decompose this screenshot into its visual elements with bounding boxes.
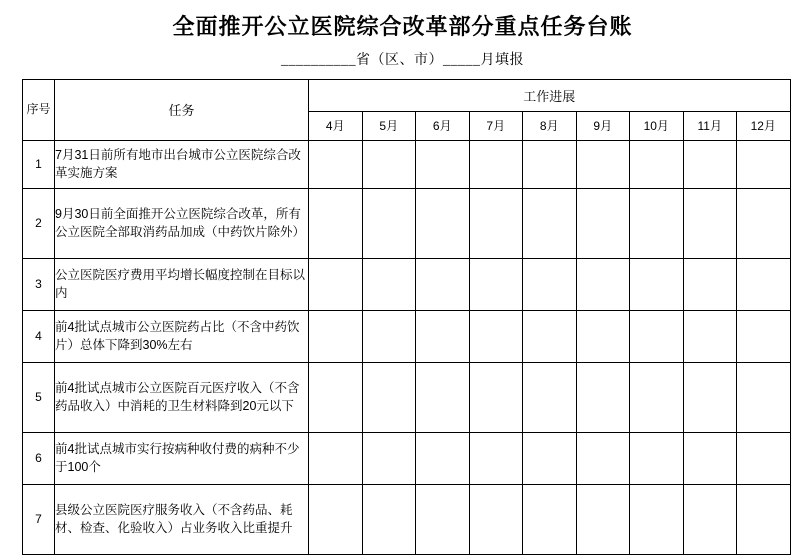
cell-month-8[interactable] [523, 432, 577, 484]
header-month-8: 8月 [523, 111, 577, 140]
cell-month-9[interactable] [576, 188, 630, 258]
cell-month-12[interactable] [737, 362, 791, 432]
cell-month-11[interactable] [683, 432, 737, 484]
table-body [23, 140, 791, 554]
header-task: 任务 [55, 79, 309, 140]
cell-month-4[interactable] [309, 140, 363, 188]
cell-month-4[interactable] [309, 484, 363, 554]
cell-month-9[interactable] [576, 258, 630, 310]
cell-month-10[interactable] [630, 140, 684, 188]
cell-month-11[interactable] [683, 140, 737, 188]
cell-month-12[interactable] [737, 140, 791, 188]
cell-month-10[interactable] [630, 484, 684, 554]
cell-month-5[interactable] [362, 432, 416, 484]
table-row [23, 432, 791, 484]
header-month-4: 4月 [309, 111, 363, 140]
table-row [23, 188, 791, 258]
cell-month-8[interactable] [523, 258, 577, 310]
cell-month-7[interactable] [469, 140, 523, 188]
header-month-7: 7月 [469, 111, 523, 140]
row-task: 前4批试点城市公立医院百元医疗收入（不含药品收入）中消耗的卫生材料降到20元以下 [55, 362, 309, 432]
cell-month-5[interactable] [362, 188, 416, 258]
cell-month-8[interactable] [523, 188, 577, 258]
cell-month-10[interactable] [630, 362, 684, 432]
table-header [23, 79, 791, 140]
document-page [0, 12, 805, 540]
row-no: 3 [23, 258, 55, 310]
cell-month-7[interactable] [469, 188, 523, 258]
row-no: 1 [23, 140, 55, 188]
cell-month-8[interactable] [523, 484, 577, 554]
cell-month-11[interactable] [683, 310, 737, 362]
cell-month-7[interactable] [469, 484, 523, 554]
cell-month-5[interactable] [362, 258, 416, 310]
page-title: 全面推开公立医院综合改革部分重点任务台账 [172, 14, 633, 39]
cell-month-10[interactable] [630, 432, 684, 484]
header-month-12: 12月 [737, 111, 791, 140]
row-task: 9月30日前全面推开公立医院综合改革，所有公立医院全部取消药品加成（中药饮片除外） [55, 188, 309, 258]
row-task: 县级公立医院医疗服务收入（不含药品、耗材、检查、化验收入）占业务收入比重提升 [55, 484, 309, 554]
cell-month-9[interactable] [576, 484, 630, 554]
page-subtitle: __________省（区、市）_____月填报 [281, 52, 524, 68]
cell-month-4[interactable] [309, 362, 363, 432]
cell-month-10[interactable] [630, 258, 684, 310]
header-progress: 工作进展 [309, 79, 791, 111]
header-month-11: 11月 [683, 111, 737, 140]
cell-month-8[interactable] [523, 140, 577, 188]
cell-month-7[interactable] [469, 258, 523, 310]
cell-month-12[interactable] [737, 188, 791, 258]
header-month-9: 9月 [576, 111, 630, 140]
cell-month-8[interactable] [523, 310, 577, 362]
cell-month-6[interactable] [416, 310, 470, 362]
header-no: 序号 [23, 79, 55, 140]
cell-month-6[interactable] [416, 432, 470, 484]
row-no: 6 [23, 432, 55, 484]
cell-month-6[interactable] [416, 484, 470, 554]
cell-month-6[interactable] [416, 362, 470, 432]
cell-month-7[interactable] [469, 432, 523, 484]
header-month-5: 5月 [362, 111, 416, 140]
cell-month-4[interactable] [309, 258, 363, 310]
row-no: 5 [23, 362, 55, 432]
cell-month-10[interactable] [630, 310, 684, 362]
table-row [23, 484, 791, 554]
row-task: 前4批试点城市实行按病种收付费的病种不少于100个 [55, 432, 309, 484]
cell-month-5[interactable] [362, 310, 416, 362]
table-row [23, 140, 791, 188]
cell-month-4[interactable] [309, 310, 363, 362]
cell-month-12[interactable] [737, 258, 791, 310]
cell-month-4[interactable] [309, 432, 363, 484]
cell-month-11[interactable] [683, 188, 737, 258]
row-no: 4 [23, 310, 55, 362]
cell-month-9[interactable] [576, 140, 630, 188]
header-month-6: 6月 [416, 111, 470, 140]
cell-month-7[interactable] [469, 310, 523, 362]
task-ledger-table [22, 79, 791, 555]
cell-month-5[interactable] [362, 140, 416, 188]
cell-month-9[interactable] [576, 362, 630, 432]
cell-month-11[interactable] [683, 484, 737, 554]
cell-month-8[interactable] [523, 362, 577, 432]
header-month-10: 10月 [630, 111, 684, 140]
cell-month-7[interactable] [469, 362, 523, 432]
cell-month-11[interactable] [683, 362, 737, 432]
row-task: 公立医院医疗费用平均增长幅度控制在目标以内 [55, 258, 309, 310]
cell-month-5[interactable] [362, 362, 416, 432]
row-no: 2 [23, 188, 55, 258]
row-task: 7月31日前所有地市出台城市公立医院综合改革实施方案 [55, 140, 309, 188]
row-no: 7 [23, 484, 55, 554]
cell-month-9[interactable] [576, 310, 630, 362]
table-row [23, 310, 791, 362]
row-task: 前4批试点城市公立医院药占比（不含中药饮片）总体下降到30%左右 [55, 310, 309, 362]
cell-month-12[interactable] [737, 432, 791, 484]
cell-month-4[interactable] [309, 188, 363, 258]
cell-month-5[interactable] [362, 484, 416, 554]
cell-month-9[interactable] [576, 432, 630, 484]
cell-month-11[interactable] [683, 258, 737, 310]
table-row [23, 362, 791, 432]
cell-month-6[interactable] [416, 188, 470, 258]
cell-month-6[interactable] [416, 140, 470, 188]
header-row-top [23, 79, 791, 111]
cell-month-6[interactable] [416, 258, 470, 310]
cell-month-12[interactable] [737, 484, 791, 554]
cell-month-10[interactable] [630, 188, 684, 258]
table-row [23, 258, 791, 310]
cell-month-12[interactable] [737, 310, 791, 362]
